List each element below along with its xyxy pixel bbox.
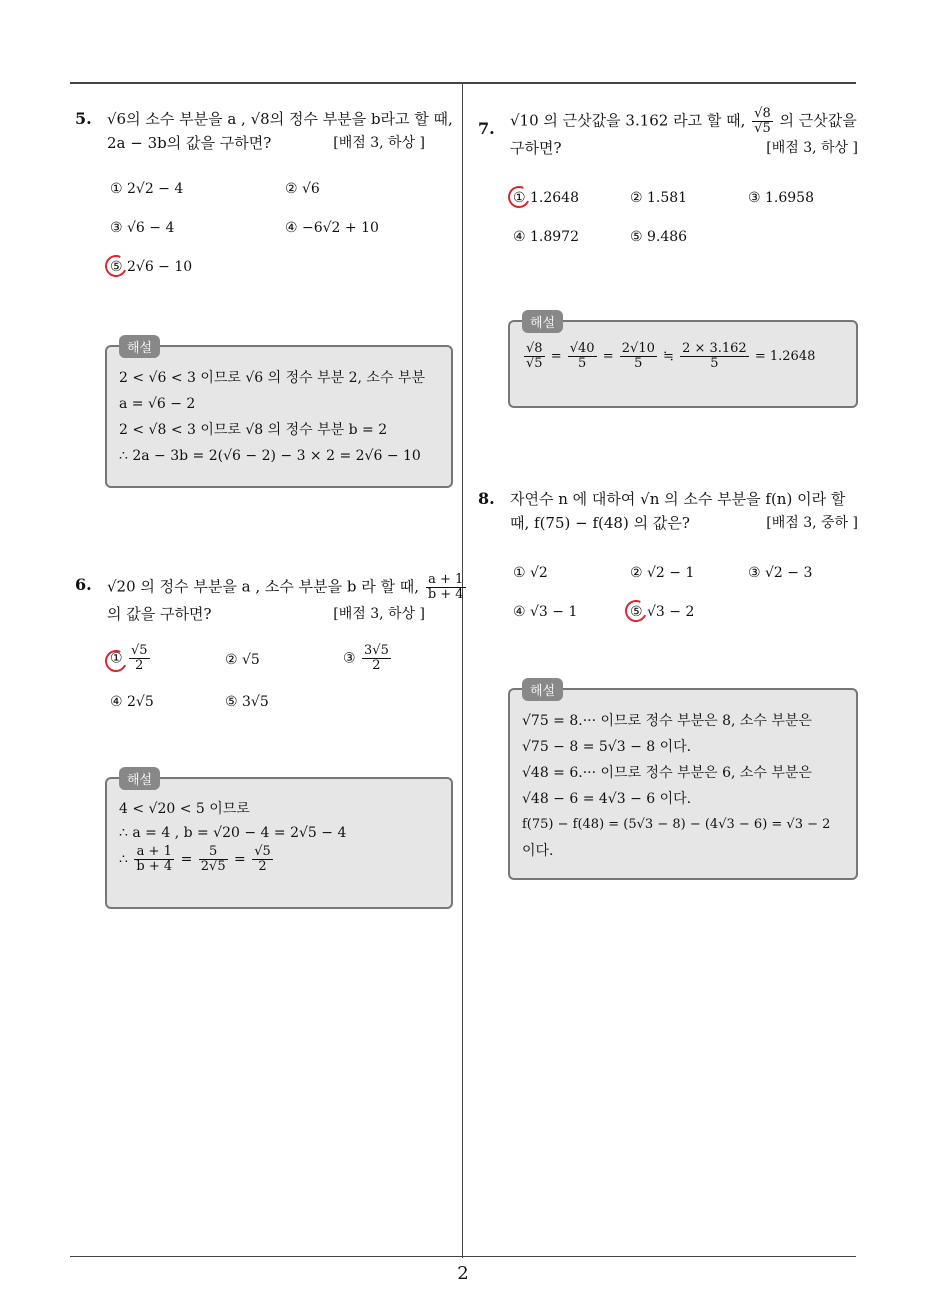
fraction-numerator: 2√10 — [621, 341, 655, 356]
solution-line: √75 = 8.··· 이므로 정수 부분은 8, 소수 부분은 — [522, 713, 812, 729]
question-text-line2: 구하면? — [510, 139, 562, 157]
solution-line: ∴ 2a − 3b = 2(√6 − 2) − 3 × 2 = 2√6 − 10 — [119, 448, 421, 464]
choice-5[interactable] — [630, 604, 694, 620]
solution-fraction — [680, 342, 749, 371]
choice-2[interactable]: ② 1.581 — [630, 190, 688, 206]
page-number: 2 — [457, 1263, 469, 1284]
solution-fraction — [252, 845, 273, 874]
score-meta: [배점 3, 하상 ] — [333, 135, 425, 151]
choice-5[interactable]: ⑤ 9.486 — [630, 229, 688, 245]
question-6 — [75, 572, 464, 744]
score-meta: [배점 3, 하상 ] — [333, 606, 425, 622]
choice-3[interactable] — [343, 644, 393, 673]
question-text-line1b: 의 근삿값을 — [779, 111, 857, 130]
question-text-line1: √20 의 정수 부분을 a , 소수 부분을 b 라 할 때, — [107, 577, 420, 596]
solution-tag: 해설 — [522, 678, 563, 701]
solution-line: 4 < √20 < 5 이므로 — [119, 801, 250, 817]
bottom-rule — [70, 1256, 856, 1257]
solution-line: ∴ $\frac{a + 1}{b + 4}$ = $\frac{5}{2√5}$ = $\frac{√5}{2}$ — [119, 844, 271, 874]
solution-box-8 — [508, 684, 858, 880]
question-number: 7. — [478, 119, 495, 138]
choice-1[interactable] — [513, 190, 579, 206]
solution-fraction — [524, 342, 545, 371]
choice-3-label: ③ — [343, 650, 356, 667]
solution-fraction — [620, 342, 657, 371]
fraction-denominator: 2 — [258, 859, 267, 874]
question-number: 5. — [75, 109, 92, 128]
solution-line: 2 < √6 < 3 이므로 √6 의 정수 부분 2, 소수 부분 — [119, 370, 425, 386]
solution-line: √48 − 6 = 4√3 − 6 이다. — [522, 791, 692, 807]
choice-3-fraction — [362, 644, 391, 673]
solution-line: 이다. — [522, 843, 554, 859]
fraction-numerator: √5 — [131, 643, 148, 658]
choice-3[interactable]: ③ √2 − 3 — [748, 565, 813, 581]
choice-1[interactable] — [110, 644, 152, 673]
solution-line: √75 − 8 = 5√3 − 8 이다. — [522, 739, 692, 755]
solution-fraction — [568, 342, 597, 371]
fraction-numerator: 3√5 — [364, 643, 389, 658]
operator: = — [550, 349, 562, 364]
fraction-numerator: 2 × 3.162 — [682, 341, 747, 356]
choice-2[interactable]: ② √5 — [225, 652, 260, 668]
question-number: 6. — [75, 575, 92, 594]
question-number: 8. — [478, 489, 495, 508]
fraction-denominator: 2√5 — [200, 859, 226, 874]
choice-4[interactable]: ④ 1.8972 — [513, 229, 579, 245]
fraction-numerator: √40 — [569, 341, 595, 356]
choice-2[interactable]: ② √6 — [285, 181, 320, 197]
question-7 — [478, 107, 858, 268]
fraction-denominator: b + 4 — [427, 587, 464, 602]
fraction-numerator: a + 1 — [134, 845, 174, 860]
question-text-line2: 의 값을 구하면? — [107, 605, 212, 623]
solution-fraction — [199, 845, 228, 874]
choice-5[interactable]: ⑤ 3√5 — [225, 694, 269, 710]
answer-mark-icon — [102, 252, 130, 280]
question-text-line1: √6의 소수 부분을 a , √8의 정수 부분을 b라고 할 때, — [107, 110, 453, 128]
fraction-numerator: √5 — [254, 844, 271, 859]
question-fraction — [426, 573, 466, 602]
fraction-denominator: 5 — [710, 356, 719, 371]
column-divider — [462, 82, 463, 1258]
fraction-numerator: √8 — [754, 106, 771, 121]
fraction-denominator: 5 — [578, 356, 587, 371]
choice-5-text: ⑤ √3 − 2 — [630, 604, 695, 620]
solution-line: f(75) − f(48) = (5√3 − 8) − (4√3 − 6) = √3 − 2 — [522, 817, 831, 832]
choice-1[interactable]: ① √2 — [513, 565, 548, 581]
fraction-denominator: √5 — [526, 356, 543, 371]
answer-mark-icon — [102, 647, 130, 675]
solution-fraction — [134, 845, 174, 874]
choice-2[interactable]: ② √2 − 1 — [630, 565, 695, 581]
operator: ≒ — [663, 349, 674, 364]
question-fraction — [752, 107, 773, 136]
answer-mark-icon — [622, 597, 650, 625]
operator: = 1.2648 — [754, 349, 816, 364]
fraction-denominator: b + 4 — [136, 859, 173, 874]
solution-line: a = √6 − 2 — [119, 396, 196, 412]
fraction-denominator: √5 — [754, 121, 771, 136]
operator: = — [602, 349, 614, 364]
question-text-line2: 때, f(75) − f(48) 의 값은? — [510, 514, 690, 532]
top-rule — [70, 82, 856, 84]
solution-tag: 해설 — [119, 335, 160, 358]
answer-mark-icon — [505, 183, 533, 211]
fraction-numerator: √8 — [526, 341, 543, 356]
fraction-denominator: 2 — [372, 658, 381, 673]
choice-1-text: ① 1.2648 — [513, 190, 579, 206]
score-meta: [배점 3, 중하 ] — [766, 515, 858, 531]
choice-1-label: ① — [110, 650, 123, 667]
fraction-numerator: 5 — [199, 845, 228, 860]
question-text-line1a: √10 의 근삿값을 3.162 라고 할 때, — [510, 111, 746, 130]
solution-tag: 해설 — [522, 310, 563, 333]
score-meta: [배점 3, 하상 ] — [766, 140, 858, 156]
fraction-denominator: 2 — [135, 658, 144, 673]
choice-1-fraction — [129, 644, 150, 673]
fraction-numerator: a + 1 — [426, 573, 466, 588]
question-text-line1: 자연수 n 에 대하여 √n 의 소수 부분을 f(n) 이라 할 — [510, 490, 846, 508]
fraction-denominator: 5 — [634, 356, 643, 371]
choice-1[interactable]: ① 2√2 − 4 — [110, 181, 184, 197]
choice-4[interactable]: ④ −6√2 + 10 — [285, 220, 379, 236]
solution-line: ∴ a = 4 , b = √20 − 4 = 2√5 − 4 — [119, 825, 347, 841]
solution-box-6 — [105, 773, 453, 909]
solution-box-5 — [105, 341, 453, 488]
choice-4[interactable]: ④ √3 − 1 — [513, 604, 578, 620]
solution-tag: 해설 — [119, 767, 160, 790]
choice-5-text: ⑤ 2√6 − 10 — [110, 259, 193, 275]
choice-3[interactable]: ③ 1.6958 — [748, 190, 814, 206]
solution-line: √48 = 6.··· 이므로 정수 부분은 6, 소수 부분은 — [522, 765, 812, 781]
question-8 — [478, 487, 858, 643]
solution-line: 2 < √8 < 3 이므로 √8 의 정수 부분 b = 2 — [119, 422, 388, 438]
question-text-line2: 2a − 3b의 값을 구하면? — [107, 134, 272, 152]
choice-5[interactable] — [110, 259, 192, 275]
choice-3[interactable]: ③ √6 − 4 — [110, 220, 175, 236]
question-5 — [75, 107, 453, 293]
therefore-symbol: ∴ — [119, 851, 128, 868]
solution-box-7 — [508, 316, 858, 408]
choice-4[interactable]: ④ 2√5 — [110, 694, 154, 710]
